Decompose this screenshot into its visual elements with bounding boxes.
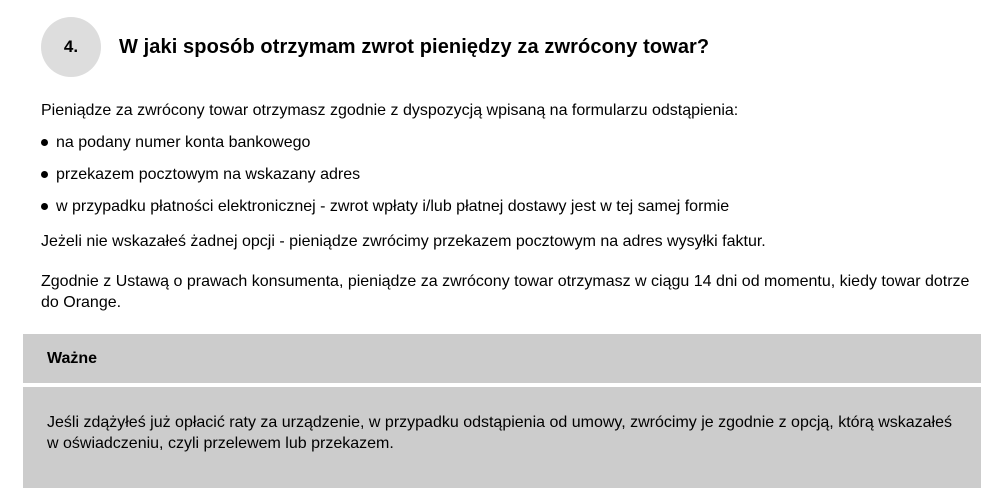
- bullet-icon: [41, 203, 48, 210]
- list-item: [41, 196, 981, 217]
- list-item: [41, 164, 981, 185]
- list-item-text: przekazem pocztowym na wskazany adres: [56, 166, 361, 183]
- answer-intro: Pieniądze za zwrócony towar otrzymasz zgodnie z dyspozycją wpisaną na formularzu odstąpienia:: [41, 102, 739, 119]
- important-heading-label: Ważne: [47, 349, 98, 367]
- important-heading: [23, 334, 981, 383]
- refund-options-list: [41, 132, 981, 217]
- step-title: W jaki sposób otrzymam zwrot pieniędzy za zwrócony towar?: [119, 35, 710, 58]
- step-number-badge: [41, 17, 101, 77]
- important-text: Jeśli zdążyłeś już opłacić raty za urządzenie, w przypadku odstąpienia od umowy, zwrócimy je zgodnie z opcją, którą wskazałeś w oświadczeniu, czyli przelewem lub przekazem.: [47, 414, 953, 452]
- list-item-text: w przypadku płatności elektronicznej - zwrot wpłaty i/lub płatnej dostawy jest w tej samej formie: [56, 198, 730, 215]
- list-item-text: na podany numer konta bankowego: [56, 134, 311, 151]
- faq-answer: [41, 100, 981, 313]
- list-item: [41, 132, 981, 153]
- step-number: 4.: [63, 37, 79, 56]
- law-note: Zgodnie z Ustawą o prawach konsumenta, pieniądze za zwrócony towar otrzymasz w ciągu 14 dni od momentu, kiedy towar dotrze do Orange.: [41, 273, 970, 311]
- bullet-icon: [41, 171, 48, 178]
- important-notice: [23, 334, 981, 488]
- important-body: [23, 387, 981, 488]
- no-option-note: Jeżeli nie wskazałeś żadnej opcji - pieniądze zwrócimy przekazem pocztowym na adres wysyłki faktur.: [41, 233, 766, 250]
- faq-step-header: [41, 17, 709, 77]
- bullet-icon: [41, 139, 48, 146]
